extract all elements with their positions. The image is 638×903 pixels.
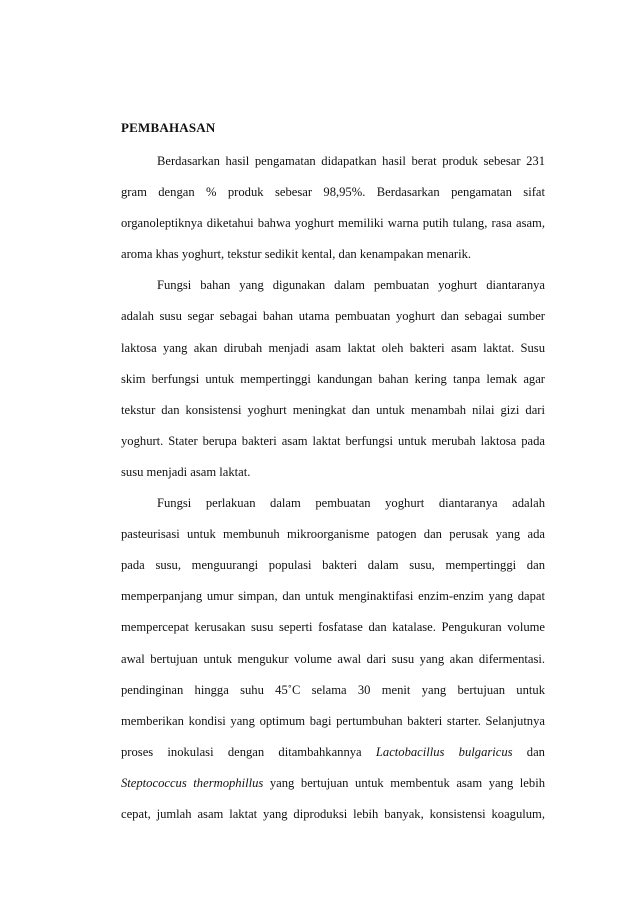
paragraph-3-line-6: awal bertujuan untuk mengukur volume awal dari susu yang akan difermentasi. xyxy=(121,651,545,666)
body-text xyxy=(121,146,545,830)
paragraph-3-line-3: pada susu, menguurangi populasi bakteri dalam susu, mempertinggi dan xyxy=(121,558,545,573)
paragraph-1-line-4: aroma khas yoghurt, tekstur sedikit kental, dan kenampakan menarik. xyxy=(121,247,472,262)
paragraph-1-line-3: organoleptiknya diketahui bahwa yoghurt memiliki warna putih tulang, rasa asam, xyxy=(121,216,545,231)
paragraph-3-line-11: cepat, jumlah asam laktat yang diproduksi lebih banyak, konsistensi koagulum, xyxy=(121,806,545,821)
paragraph-2-line-7: susu menjadi asam laktat. xyxy=(121,464,251,479)
paragraph-2-line-5: tekstur dan konsistensi yoghurt meningkat dan untuk menambah nilai gizi dari xyxy=(121,402,545,417)
paragraph-3-line-7: pendinginan hingga suhu 45˚C selama 30 menit yang bertujuan untuk xyxy=(121,682,545,697)
species-lactobacillus: Lactobacillus bulgaricus xyxy=(375,744,513,759)
paragraph-3-line-5: mempercepat kerusakan susu seperti fosfatase dan katalase. Pengukuran volume xyxy=(121,620,545,635)
paragraph-3-line-4: memperpanjang umur simpan, dan untuk menginaktifasi enzim-enzim yang dapat xyxy=(121,589,545,604)
proses-text-end: dan xyxy=(526,744,545,759)
paragraph-1-line-2: gram dengan % produk sebesar 98,95%. Berdasarkan pengamatan sifat xyxy=(121,185,545,200)
paragraph-2-line-6: yoghurt. Stater berupa bakteri asam laktat berfungsi untuk merubah laktosa pada xyxy=(121,433,545,448)
paragraph-3-line-10 xyxy=(121,768,545,799)
paragraph-3-line-8: memberikan kondisi yang optimum bagi pertumbuhan bakteri starter. Selanjutnya xyxy=(121,713,545,728)
paragraph-2-line-2: adalah susu segar sebagai bahan utama pembuatan yoghurt dan sebagai sumber xyxy=(121,309,545,324)
paragraph-3-line-1: Fungsi perlakuan dalam pembuatan yoghurt diantaranya adalah xyxy=(157,496,545,511)
proses-text: proses inokulasi dengan ditambahkannya xyxy=(121,744,362,759)
paragraph-2-line-4: skim berfungsi untuk mempertinggi kandungan bahan kering tanpa lemak agar xyxy=(121,371,545,386)
species-streptococcus: Steptococcus thermophillus xyxy=(121,775,264,790)
section-heading: PEMBAHASAN xyxy=(121,120,216,135)
paragraph-3-line-9 xyxy=(121,737,545,768)
paragraph-3-line-2: pasteurisasi untuk membunuh mikroorganisme patogen dan perusak yang ada xyxy=(121,527,545,542)
strep-text: yang bertujuan untuk membentuk asam yang lebih xyxy=(269,775,545,790)
paragraph-1-line-1: Berdasarkan hasil pengamatan didapatkan hasil berat produk sebesar 231 xyxy=(157,154,545,168)
paragraph-2-line-3: laktosa yang akan dirubah menjadi asam laktat oleh bakteri asam laktat. Susu xyxy=(121,340,545,355)
paragraph-2-line-1: Fungsi bahan yang digunakan dalam pembuatan yoghurt diantaranya xyxy=(157,278,545,293)
